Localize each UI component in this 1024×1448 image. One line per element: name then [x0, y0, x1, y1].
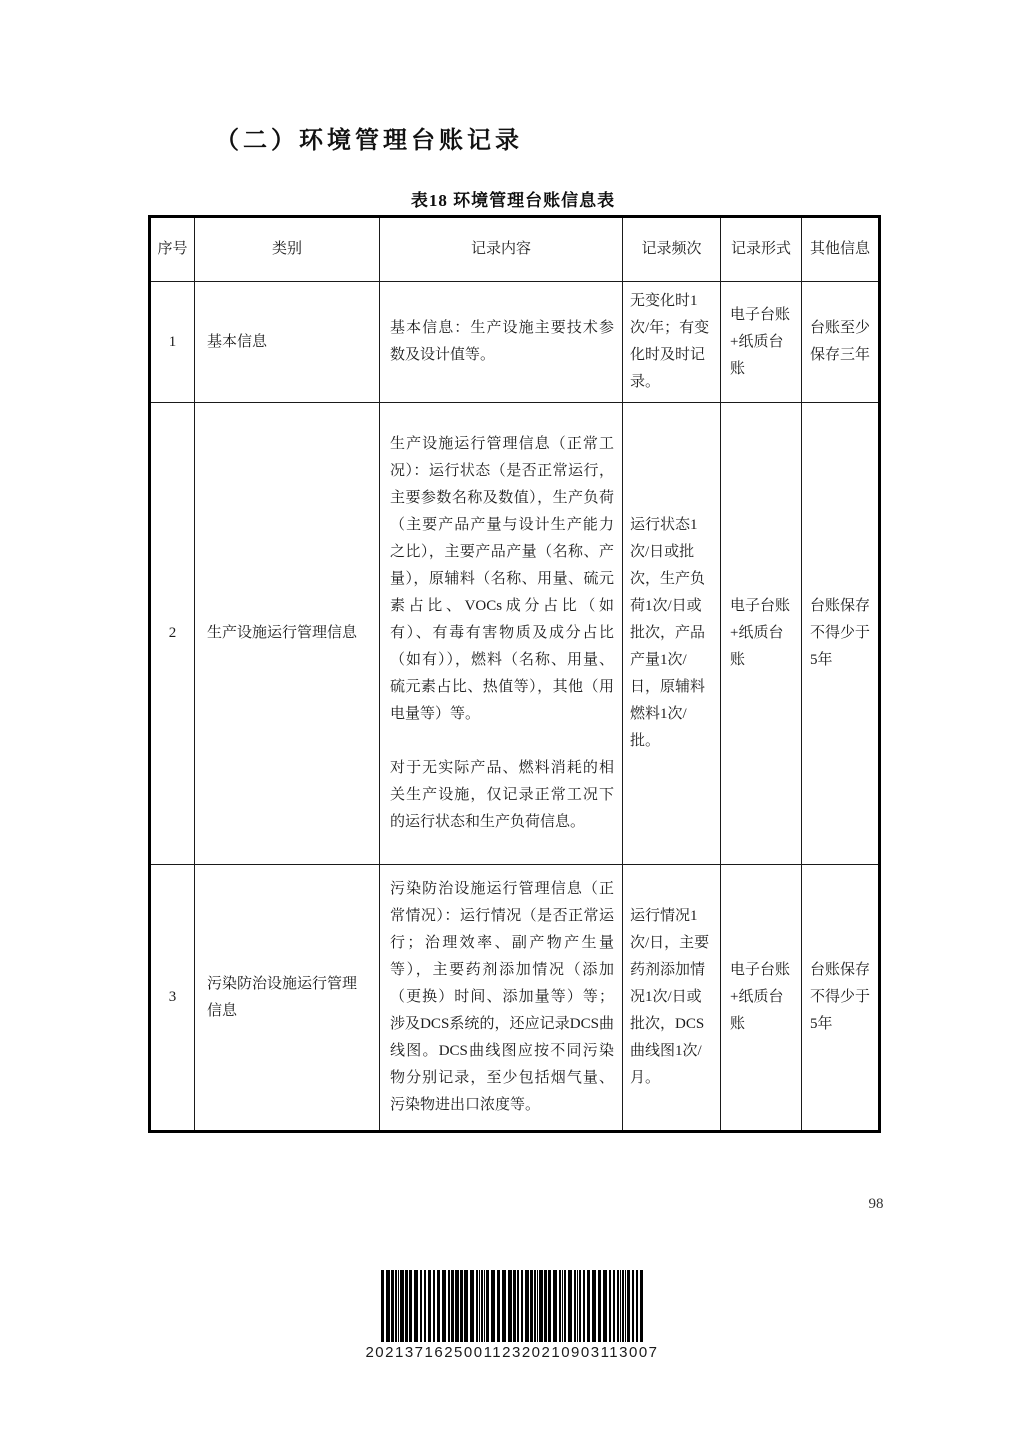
- cell-content: [380, 403, 623, 865]
- section-heading: （二）环境管理台账记录: [215, 128, 523, 154]
- cell-category: 基本信息: [195, 282, 380, 403]
- barcode-image: [381, 1270, 643, 1342]
- cell-category: 污染防治设施运行管理信息: [195, 865, 380, 1132]
- cell-content: [380, 865, 623, 1132]
- cell-frequency: 无变化时1次/年；有变化时及时记录。: [623, 282, 721, 403]
- cell-category: 生产设施运行管理信息: [195, 403, 380, 865]
- cell-other: 台账保存不得少于5年: [802, 865, 880, 1132]
- content-paragraph: 生产设施运行管理信息（正常工况）：运行状态（是否正常运行，主要参数名称及数值），生产负荷（主要产品产量与设计生产能力之比），主要产品产量（名称、产量），原辅料（名称、用量、硫元素占比、VOCs成分占比（如有）、有毒有害物质及成分占比（如有）），燃料（名称、用量、硫元素占比、热值等），其他（用电量等）等。: [390, 436, 614, 722]
- cell-form: 电子台账+纸质台账: [721, 865, 802, 1132]
- table-row: [150, 865, 880, 1132]
- barcode-block: [0, 1270, 1024, 1361]
- cell-frequency: 运行情况1次/日，主要药剂添加情况1次/日或批次，DCS曲线图1次/月。: [623, 865, 721, 1132]
- table-row: [150, 403, 880, 865]
- cell-no: 2: [150, 403, 195, 865]
- cell-form: 电子台账+纸质台账: [721, 403, 802, 865]
- header-no: 序号: [150, 217, 195, 282]
- header-category: 类别: [195, 217, 380, 282]
- header-frequency: 记录频次: [623, 217, 721, 282]
- content-paragraph: 污染防治设施运行管理信息（正常情况）：运行情况（是否正常运行；治理效率、副产物产生量等），主要药剂添加情况（添加（更换）时间、添加量等）等；涉及DCS系统的，还应记录DCS曲线图。DCS曲线图应按不同污染物分别记录，至少包括烟气量、污染物进出口浓度等。: [390, 881, 614, 1113]
- content-paragraph: 基本信息：生产设施主要技术参数及设计值等。: [390, 320, 614, 363]
- cell-other: 台账至少保存三年: [802, 282, 880, 403]
- cell-content: [380, 282, 623, 403]
- table-header-row: [150, 217, 880, 282]
- header-form: 记录形式: [721, 217, 802, 282]
- cell-no: 3: [150, 865, 195, 1132]
- barcode-number: 202137162500112320210903113007: [365, 1344, 659, 1361]
- cell-frequency: 运行状态1次/日或批次，生产负荷1次/日或批次，产品产量1次/日，原辅料燃料1次/批。: [623, 403, 721, 865]
- table-row: [150, 282, 880, 403]
- cell-no: 1: [150, 282, 195, 403]
- ledger-info-table: [148, 215, 881, 1133]
- cell-form: 电子台账+纸质台账: [721, 282, 802, 403]
- cell-other: 台账保存不得少于5年: [802, 403, 880, 865]
- page-number: 98: [868, 1196, 884, 1212]
- header-content: 记录内容: [380, 217, 623, 282]
- table-title: 表18 环境管理台账信息表: [410, 191, 616, 210]
- content-paragraph: 对于无实际产品、燃料消耗的相关生产设施，仅记录正常工况下的运行状态和生产负荷信息。: [390, 760, 614, 830]
- header-other: 其他信息: [802, 217, 880, 282]
